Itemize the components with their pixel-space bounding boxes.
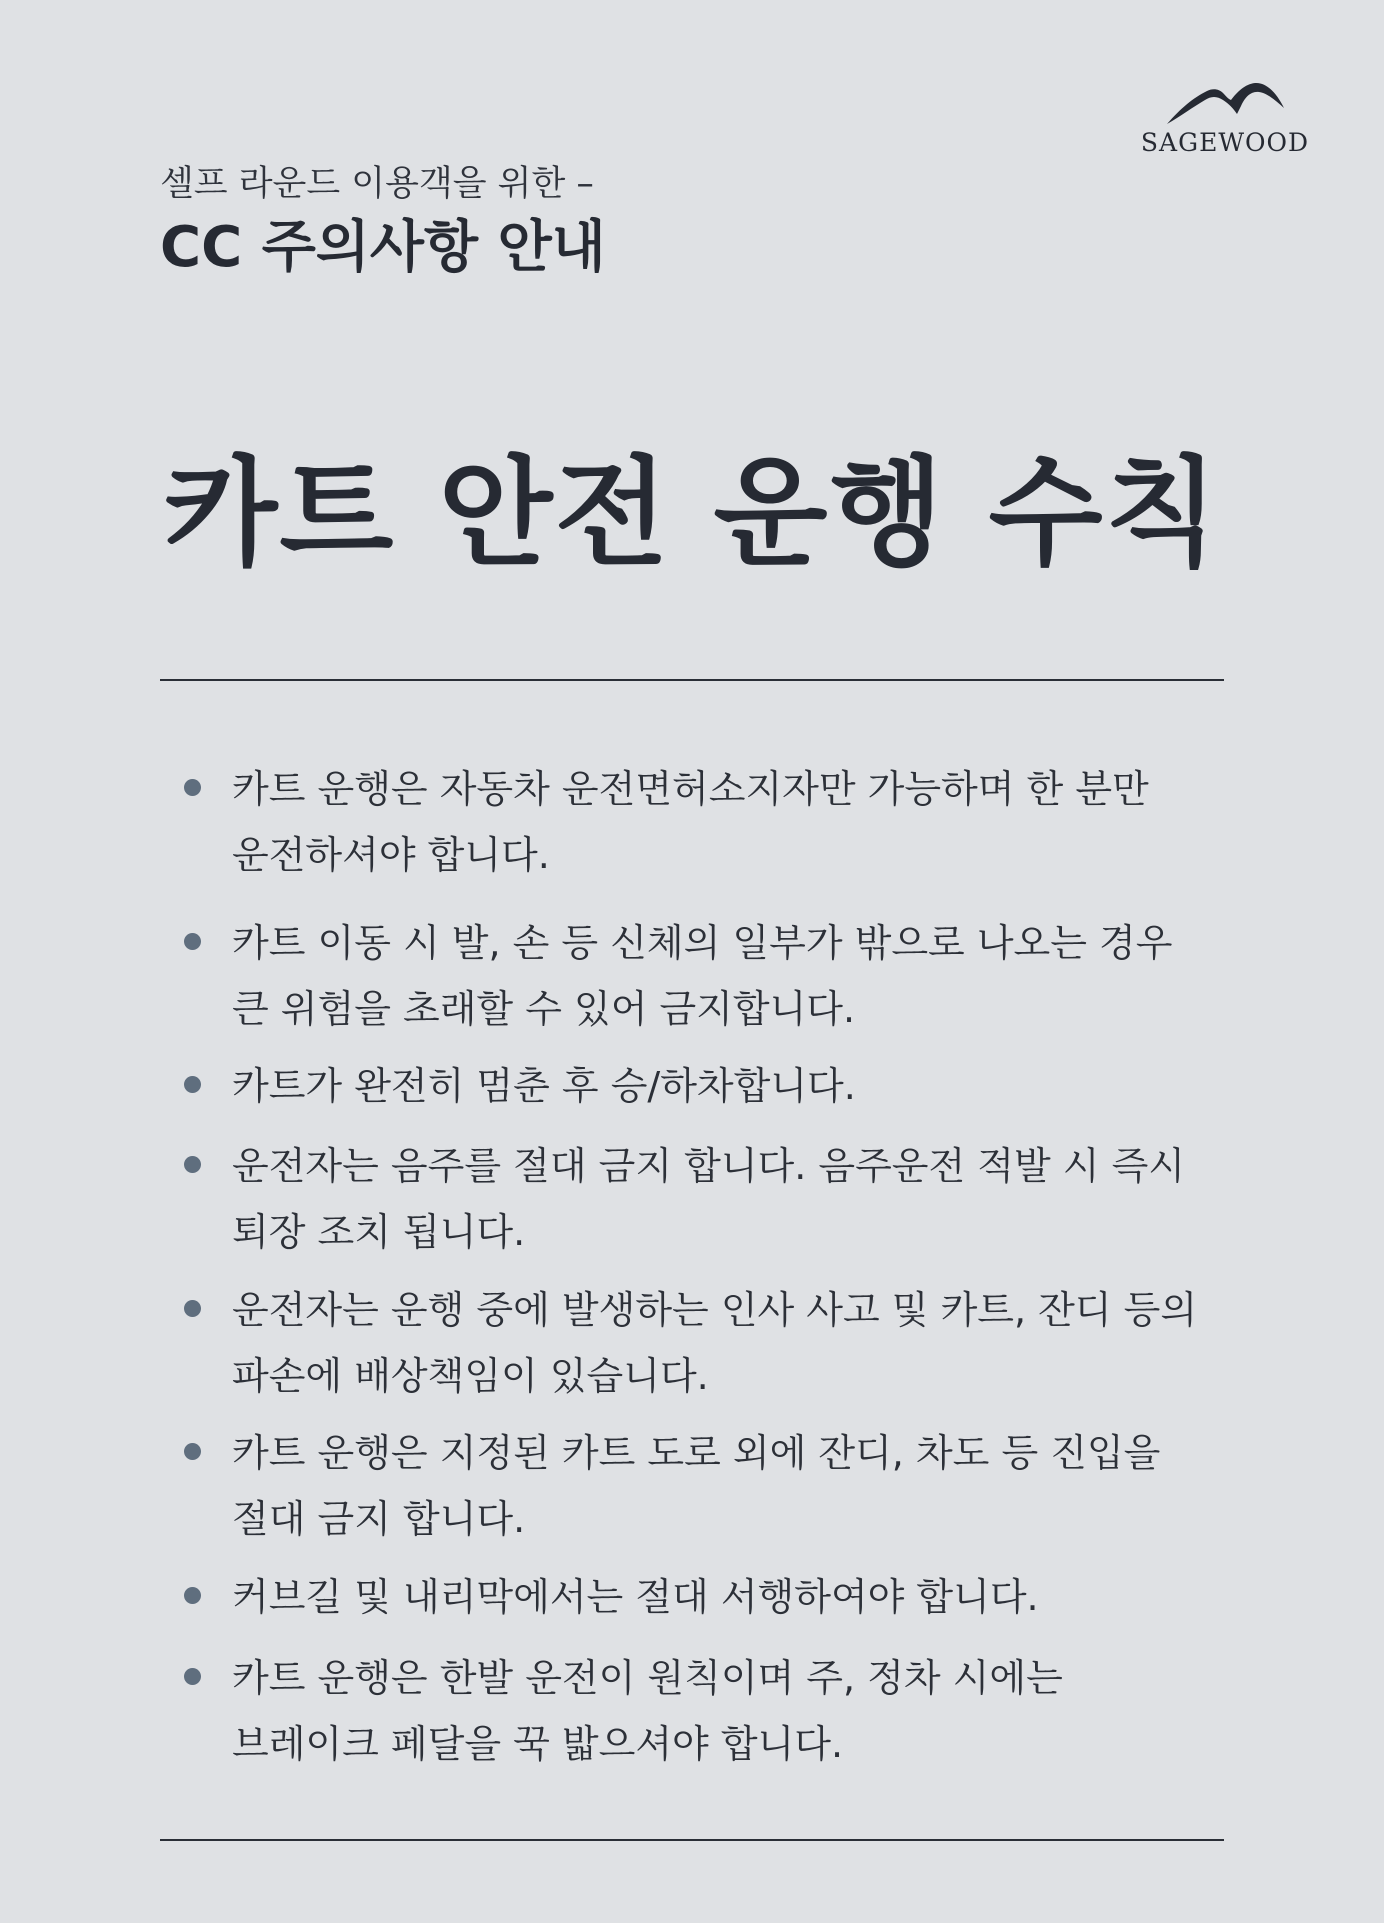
rule-line: 절대 금지 합니다. — [232, 1497, 526, 1541]
rule-text — [232, 756, 1232, 888]
rule-text — [232, 1053, 1232, 1119]
mountain-icon — [1163, 78, 1287, 126]
bottom-divider — [160, 1839, 1224, 1841]
rule-line: 카트 운행은 지정된 카트 도로 외에 잔디, 차도 등 진입을 — [232, 1431, 1161, 1475]
bullet-icon — [184, 1443, 201, 1460]
bullet-icon — [184, 779, 201, 796]
rule-line: 카트 운행은 자동차 운전면허소지자만 가능하며 한 분만 — [232, 767, 1149, 811]
rule-line: 큰 위험을 초래할 수 있어 금지합니다. — [232, 987, 856, 1031]
bullet-icon — [184, 1587, 201, 1604]
rule-text — [232, 1645, 1232, 1777]
bullet-icon — [184, 1300, 201, 1317]
rule-text — [232, 1564, 1232, 1630]
rule-line: 운전자는 운행 중에 발생하는 인사 사고 및 카트, 잔디 등의 — [232, 1288, 1198, 1332]
document-title: CC 주의사항 안내 — [160, 215, 606, 280]
document-subtitle: 셀프 라운드 이용객을 위한 – — [160, 164, 594, 204]
logo-wordmark: SAGEWOOD — [1140, 128, 1310, 157]
bullet-icon — [184, 1668, 201, 1685]
rule-text — [232, 1133, 1232, 1265]
bullet-icon — [184, 1076, 201, 1093]
rule-line: 파손에 배상책임이 있습니다. — [232, 1354, 709, 1398]
bullet-icon — [184, 1156, 201, 1173]
rule-text — [232, 1420, 1232, 1552]
rule-text — [232, 910, 1232, 1042]
rule-line: 카트 이동 시 발, 손 등 신체의 일부가 밖으로 나오는 경우 — [232, 921, 1173, 965]
rule-line: 운전하셔야 합니다. — [232, 833, 550, 877]
rule-text — [232, 1277, 1232, 1409]
bullet-icon — [184, 933, 201, 950]
rule-line: 카트 운행은 한발 운전이 원칙이며 주, 정차 시에는 — [232, 1656, 1063, 1700]
main-heading: 카트 안전 운행 수칙 — [163, 444, 1221, 582]
rule-line: 카트가 완전히 멈춘 후 승/하차합니다. — [232, 1064, 856, 1108]
rule-line: 브레이크 페달을 꾹 밟으셔야 합니다. — [232, 1722, 844, 1766]
top-divider — [160, 679, 1224, 681]
brand-logo — [1140, 78, 1310, 157]
rule-line: 퇴장 조치 됩니다. — [232, 1210, 526, 1254]
rule-line: 커브길 및 내리막에서는 절대 서행하여야 합니다. — [232, 1575, 1039, 1619]
rule-line: 운전자는 음주를 절대 금지 합니다. 음주운전 적발 시 즉시 — [232, 1144, 1185, 1188]
